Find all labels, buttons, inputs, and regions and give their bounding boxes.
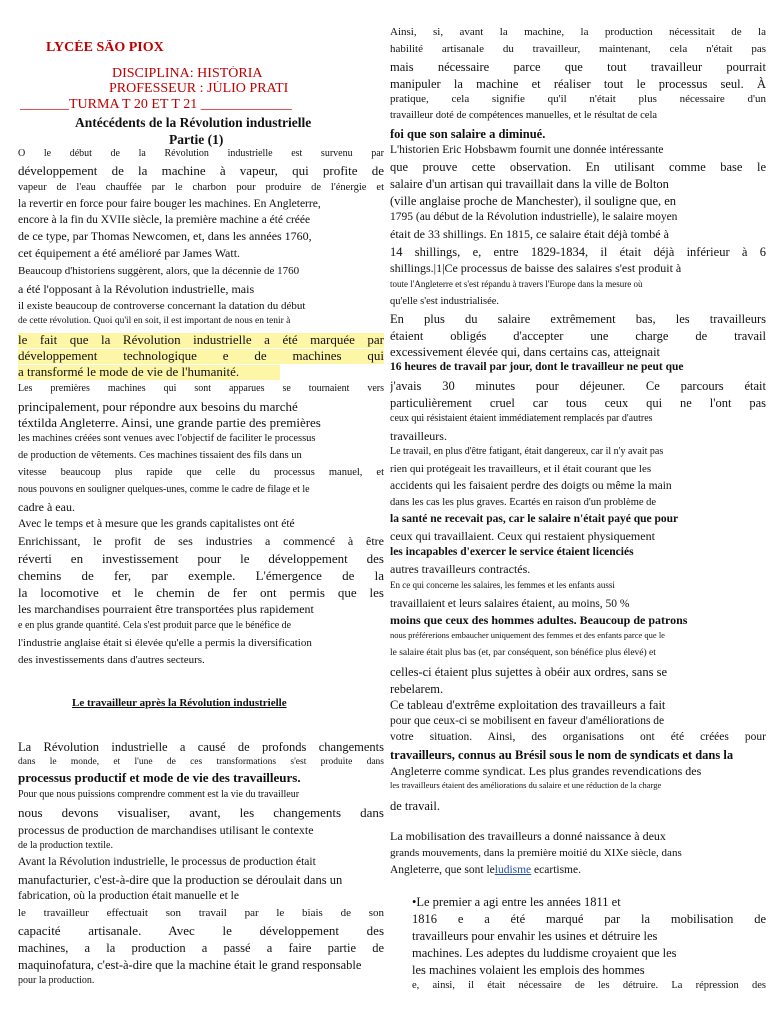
right-line: rien qui protégeait les travailleurs, et il était courant que les xyxy=(390,463,652,475)
section1-line: principalement, pour répondre aux besoins du marché xyxy=(18,400,298,414)
section2-line: Pour que nous puissions comprendre comment est la vie du travailleur xyxy=(18,789,300,800)
right-line: Ainsi, si, avant la machine, la production nécessitait de la xyxy=(390,26,766,38)
right-line: qu'elle s'est industrialisée. xyxy=(390,296,500,307)
right-line: votre situation. Ainsi, des organisations ont été créées pour xyxy=(390,731,766,743)
school-name: LYCÉE SÃO PIOX xyxy=(46,40,164,55)
section1-line: de production de vêtements. Ces machines tissaient des fils dans un xyxy=(18,450,302,461)
right-line: 16 heures de travail par jour, dont le travailleur ne peut que xyxy=(390,361,684,373)
right-line: la santé ne recevait pas, car le salaire n'était payé que pour xyxy=(390,513,679,525)
right-line: L'historien Eric Hobsbawm fournit une donnée intéressante xyxy=(390,144,664,156)
right-line: Le travail, en plus d'être fatigant, était dangereux, car il n'y avait pas xyxy=(390,446,664,457)
right-line: travailleurs. xyxy=(390,430,447,443)
right-line: nous préférerions embaucher uniquement des femmes et des enfants parce que le xyxy=(390,631,665,640)
section2-title: Le travailleur après la Révolution industrielle xyxy=(72,697,287,709)
section1-line: Enrichissant, le profit de ses industries a commencé à être xyxy=(18,535,384,548)
right-line: ceux qui travaillaient. Ceux qui restaient physiquement xyxy=(390,530,655,543)
right-line: 1795 (au début de la Révolution industrielle), le salaire moyen xyxy=(390,211,678,223)
section1-line: cadre à eau. xyxy=(18,501,75,514)
section2-line: machines, a la production a passé a faire partie de xyxy=(18,941,384,955)
right-line: mais nécessaire parce que tout travailleur pourrait xyxy=(390,60,766,74)
section2-line: Avant la Révolution industrielle, le processus de production était xyxy=(18,856,316,868)
right-line: shillings.|1|Ce processus de baisse des salaires s'est produit à xyxy=(390,262,682,275)
section1-line: cet équipement a été amélioré par James Watt. xyxy=(18,247,241,260)
section1-line: encore à la fin du XVIIe siècle, la première machine a été créée xyxy=(18,214,311,226)
class-heading: _______TURMA T 20 ET T 21 _____________ xyxy=(20,97,292,112)
right-line: les travailleurs étaient des améliorations du salaire et une réduction de la charge xyxy=(390,781,662,790)
right-line: salaire d'un artisan qui travaillait dans la ville de Bolton xyxy=(390,177,669,191)
right-line: (ville anglaise proche de Manchester), il souligne que, en xyxy=(390,194,677,208)
highlighted-line: a transformé le mode de vie de l'humanité. xyxy=(18,365,280,380)
section2-line: pour la production. xyxy=(18,975,95,986)
right-line: Ce tableau d'extrême exploitation des travailleurs a fait xyxy=(390,698,666,712)
section2-line: maquinofatura, c'est-à-dire que la machine était le grand responsable xyxy=(18,958,362,972)
section1-line: chemins de fer, par exemple. L'émergence de la xyxy=(18,569,384,583)
right-line: que prouve cette observation. En utilisant comme base le xyxy=(390,160,766,174)
section1-line: des investissements dans d'autres secteurs. xyxy=(18,654,205,666)
right-line: de travail. xyxy=(390,799,440,813)
right-line: dans les cas les plus graves. Écartés en raison d'un problème de xyxy=(390,497,657,508)
right-line: La mobilisation des travailleurs a donné naissance à deux xyxy=(390,830,666,843)
section1-line: Avec le temps et à mesure que les grands capitalistes ont été xyxy=(18,518,295,530)
section1-line: les machines créées sont venues avec l'objectif de faciliter le processus xyxy=(18,433,316,444)
section2-line: dans le monde, et l'une de ces transformations s'est produite dans xyxy=(18,757,384,767)
section1-line: téxtilda Angleterre. Ainsi, une grande partie des premières xyxy=(18,416,321,430)
ludisme-link[interactable]: ludisme xyxy=(494,864,532,876)
section2-line: le travailleur effectuait son travail par le biais de son xyxy=(18,907,384,919)
right-line: En ce qui concerne les salaires, les femmes et les enfants aussi xyxy=(390,580,615,590)
bullet-line: travailleurs pour envahir les usines et détruire les xyxy=(412,929,658,943)
section1-line: Les premières machines qui sont apparues se tournaient vers xyxy=(18,383,384,394)
highlighted-line: le fait que la Révolution industrielle a été marquée par xyxy=(18,333,384,347)
right-line: excessivement élevée qui, dans certains cas, atteignait xyxy=(390,345,661,359)
right-line: était de 33 shillings. En 1815, ce salaire était déjà tombé à xyxy=(390,228,669,241)
right-line: étaient obligés d'accepter une charge de travail xyxy=(390,329,766,343)
section1-line: vapeur de l'eau chauffée par le charbon pour produire de l'énergie et xyxy=(18,182,384,193)
section2-line: nous devons visualiser, avant, les changements dans xyxy=(18,806,384,820)
section1-line: l'industrie anglaise était si élevée qu'elle a permis la diversification xyxy=(18,637,312,649)
right-line: les incapables d'exercer le service étaient licenciés xyxy=(390,546,634,558)
right-line: autres travailleurs contractés. xyxy=(390,563,531,576)
section1-line: a été l'opposant à la Révolution industrielle, mais xyxy=(18,283,255,296)
right-line: habilité artisanale du travailleur, maintenant, cela n'était pas xyxy=(390,43,766,55)
section1-line: vitesse beaucoup plus rapide que celle du processus manuel, et xyxy=(18,467,384,478)
right-line: pour que ceux-ci se mobilisent en faveur d'améliorations de xyxy=(390,715,665,727)
section1-line: les marchandises pourraient être transportées plus rapidement xyxy=(18,603,314,616)
right-line: ceux qui résistaient étaient immédiatement remplacés par d'autres xyxy=(390,413,653,424)
section2-line: fabrication, où la production était manuelle et le xyxy=(18,890,239,902)
section2-line: processus de production de marchandises utilisant le contexte xyxy=(18,824,314,837)
right-line: Angleterre comme syndicat. Les plus grandes revendications des xyxy=(390,765,702,778)
bullet-line: •Le premier a agi entre les années 1811 et xyxy=(412,895,621,909)
right-line: foi que son salaire a diminué. xyxy=(390,127,546,141)
section2-line: processus productif et mode de vie des travailleurs. xyxy=(18,771,301,785)
mobilisation-line xyxy=(390,864,766,877)
section1-line: e en plus grande quantité. Cela s'est produit parce que le bénéfice de xyxy=(18,620,292,631)
highlighted-line: développement technologique e de machines qui xyxy=(18,349,384,363)
section1-line: développement de la machine à vapeur, qui profite de xyxy=(18,164,384,178)
right-line: travaillaient et leurs salaires étaient, au moins, 50 % xyxy=(390,598,630,610)
right-line: grands mouvements, dans la première moitié du XIXe siècle, dans xyxy=(390,847,682,859)
section2-line: de la production textile. xyxy=(18,840,113,851)
section1-line: de cette révolution. Quoi qu'il en soit, il est important de nous en tenir à xyxy=(18,316,291,326)
section2-line: La Révolution industrielle a causé de profonds changements xyxy=(18,740,384,754)
section2-line: manufacturier, c'est-à-dire que la production se déroulait dans un xyxy=(18,873,343,887)
section1-line: O le début de la Révolution industrielle est survenu par xyxy=(18,148,384,159)
discipline-heading: DISCIPLINA: HISTÓRIA xyxy=(112,66,263,81)
right-line: pratique, cela signifie qu'il n'était plus nécessaire d'un xyxy=(390,93,766,105)
bullet-line: 1816 e a été marqué par la mobilisation de xyxy=(412,912,766,926)
right-line: 14 shillings, e, entre 1829-1834, il était déjà inférieur à 6 xyxy=(390,245,766,259)
teacher-heading: PROFESSEUR : JÚLIO PRATI xyxy=(109,81,289,96)
right-line: celles-ci étaient plus sujettes à obéir aux ordres, sans se xyxy=(390,665,667,679)
section1-part: Partie (1) xyxy=(169,132,224,147)
right-line: j'avais 30 minutes pour déjeuner. Ce parcours était xyxy=(390,379,766,393)
right-line: travailleur doté de compétences manuelles, et le résultat de cela xyxy=(390,110,658,121)
bullet-line: e, ainsi, il était nécessaire de les détruire. La répression des xyxy=(412,980,766,991)
right-line: travailleurs, connus au Brésil sous le nom de syndicats et dans la xyxy=(390,748,734,762)
section2-line: capacité artisanale. Avec le développement des xyxy=(18,924,384,938)
section1-line: nous pouvons en souligner quelques-unes, comme le cadre de filage et le xyxy=(18,484,310,495)
bullet-line: les machines volaient les emplois des hommes xyxy=(412,963,645,977)
right-line: moins que ceux des hommes adultes. Beaucoup de patrons xyxy=(390,614,688,627)
mobilisation-text: Angleterre, que sont le xyxy=(390,864,495,876)
section1-line: Beaucoup d'historiens suggèrent, alors, que la décennie de 1760 xyxy=(18,265,300,277)
right-line: particulièrement cruel car tous ceux qui ne l'ont pas xyxy=(390,396,766,410)
right-line: toute l'Angleterre et s'est répandu à travers l'Europe dans la mesure où xyxy=(390,279,643,289)
right-line: manipuler la machine et réaliser tout le processus seul. À xyxy=(390,77,766,91)
right-line: le salaire était plus bas (et, par conséquent, son bénéfice plus élevé) et xyxy=(390,648,656,658)
section1-line: de ce type, par Thomas Newcomen, et, dans les années 1760, xyxy=(18,230,312,243)
cartisme-text: cartisme. xyxy=(539,864,581,876)
section1-line: réverti en investissement pour le développement des xyxy=(18,552,384,566)
section1-title: Antécédents de la Révolution industrielle xyxy=(75,115,312,130)
section1-line: la revertir en force pour faire bouger les machines. En Angleterre, xyxy=(18,198,321,210)
right-line: En plus du salaire extrêmement bas, les travailleurs xyxy=(390,312,766,326)
section1-line: la locomotive et le chemin de fer ont permis que les xyxy=(18,586,384,600)
section1-line: il existe beaucoup de controverse concernant la datation du début xyxy=(18,300,306,312)
conjunction-text: e xyxy=(534,864,540,876)
right-line: accidents qui les faisaient perdre des doigts ou même la main xyxy=(390,480,672,492)
right-line: rebelarem. xyxy=(390,682,444,696)
bullet-line: machines. Les adeptes du luddisme croyaient que les xyxy=(412,946,677,960)
